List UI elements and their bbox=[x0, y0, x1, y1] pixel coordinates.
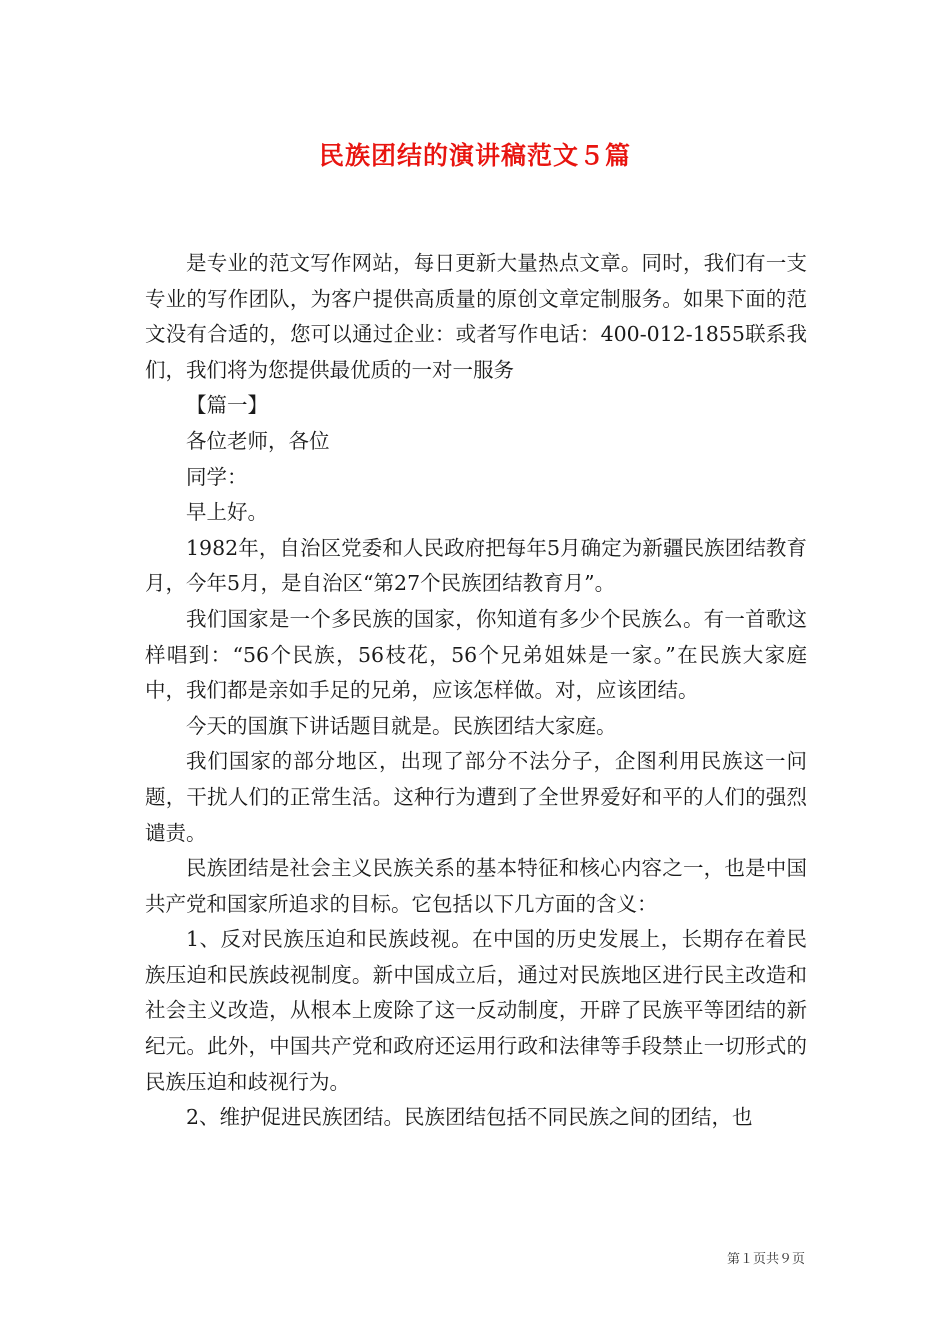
paragraph-education-month: 1982年，自治区党委和人民政府把每年5月确定为新疆民族团结教育月，今年5月，是自治区“第27个民族团结教育月”。 bbox=[145, 535, 807, 596]
paragraph-definition: 民族团结是社会主义民族关系的基本特征和核心内容之一，也是中国共产党和国家所追求的目标。它包括以下几方面的含义： bbox=[145, 856, 807, 916]
document-body bbox=[145, 246, 807, 1136]
page-number: 第１页共９页 bbox=[726, 1252, 805, 1267]
paragraph-section-heading: 【篇一】 bbox=[186, 393, 268, 418]
paragraph-point-1: 1、反对民族压迫和民族歧视。在中国的历史发展上，长期存在着民族压迫和民族歧视制度。新中国成立后，通过对民族地区进行民主改造和社会主义改造，从根本上废除了这一反动制度，开辟了民族平等团结的新纪元。此外，中国共产党和政府还运用行政和法律等手段禁止一切形式的民族压迫和歧视行为。 bbox=[145, 927, 807, 1094]
paragraph-multi-ethnic: 我们国家是一个多民族的国家，你知道有多少个民族么。有一首歌这样唱到：“56个民族，56枝花，56个兄弟姐妹是一家。”在民族大家庭中，我们都是亲如手足的兄弟，应该怎样做。对，应该团结。 bbox=[145, 606, 807, 703]
paragraph-greeting-teachers: 各位老师，各位 bbox=[186, 428, 330, 453]
document-title: 民族团结的演讲稿范文５篇 bbox=[318, 141, 631, 170]
paragraph-topic: 今天的国旗下讲话题目就是。民族团结大家庭。 bbox=[186, 713, 617, 738]
paragraph-intro: 是专业的范文写作网站，每日更新大量热点文章。同时，我们有一支专业的写作团队，为客户提供高质量的原创文章定制服务。如果下面的范文没有合适的，您可以通过企业：或者写作电话：400-012-1855联系我们，我们将为您提供最优质的一对一服务 bbox=[145, 251, 807, 382]
paragraph-point-2: 2、维护促进民族团结。民族团结包括不同民族之间的团结，也 bbox=[186, 1105, 753, 1130]
paragraph-condemnation: 我们国家的部分地区，出现了部分不法分子，企图利用民族这一问题，干扰人们的正常生活。这种行为遭到了全世界爱好和平的人们的强烈谴责。 bbox=[145, 749, 807, 845]
paragraph-greeting-students: 同学： bbox=[186, 464, 248, 489]
paragraph-good-morning: 早上好。 bbox=[186, 500, 268, 525]
